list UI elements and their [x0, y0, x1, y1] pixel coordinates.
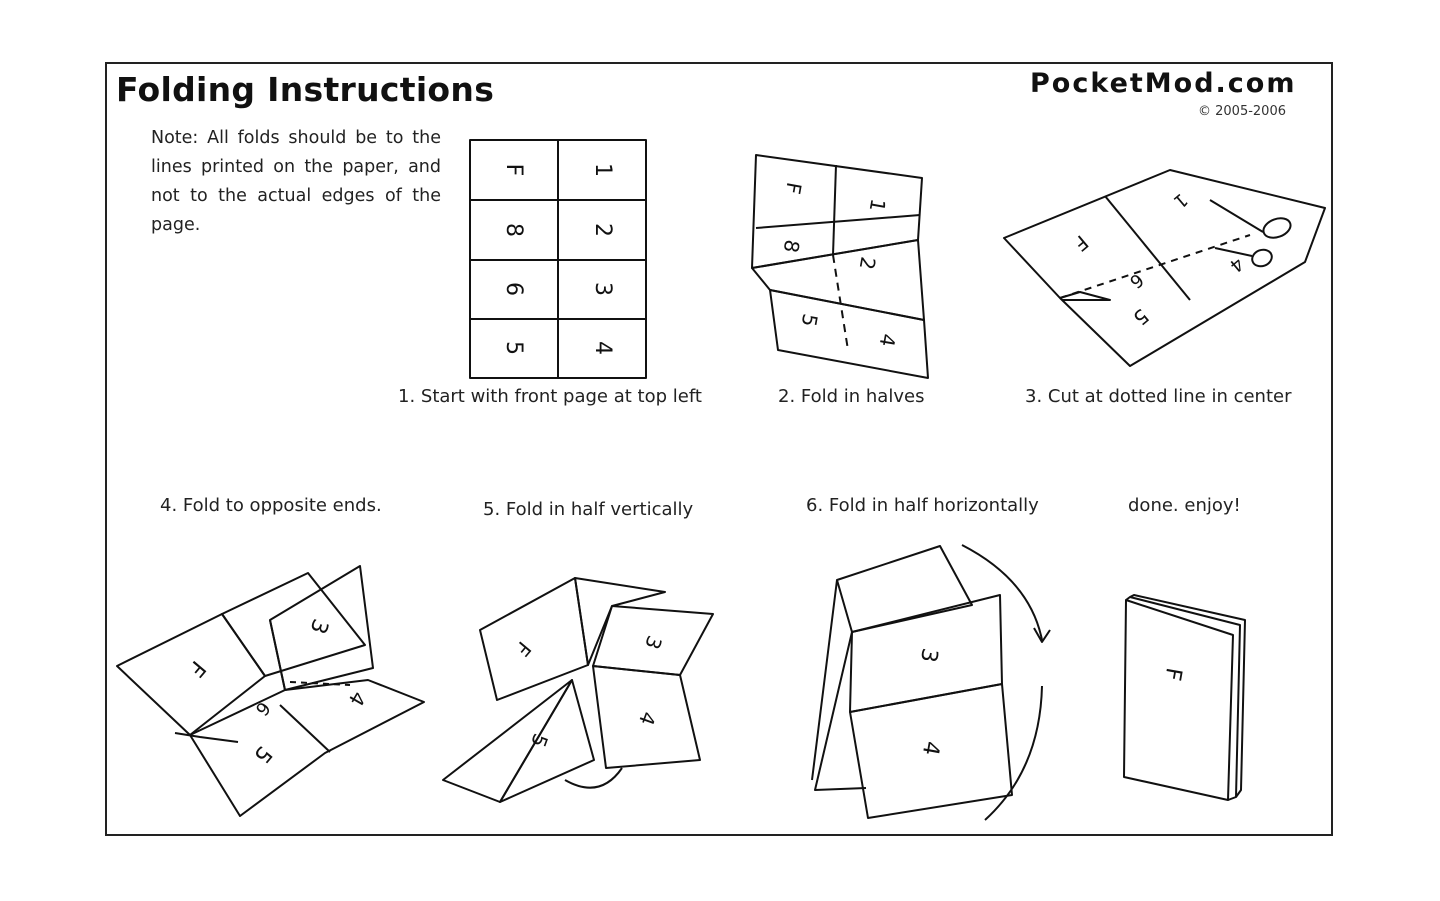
step-3-cut-page	[1004, 170, 1325, 366]
svg-text:F: F	[182, 655, 211, 682]
svg-text:3: 3	[914, 646, 943, 665]
step-4-folding-page	[117, 566, 424, 816]
booklet-cover-label: F	[1159, 665, 1186, 683]
step-2-caption: 2. Fold in halves	[778, 386, 925, 407]
step-1-page-grid	[470, 140, 646, 378]
grid-label-3: 3	[590, 282, 615, 296]
svg-text:6: 6	[1125, 268, 1148, 293]
step-5-folding-page	[443, 578, 713, 802]
step-7-caption: done. enjoy!	[1128, 495, 1241, 516]
svg-text:5: 5	[796, 311, 823, 329]
step-6-caption: 6. Fold in half horizontally	[806, 495, 1039, 516]
step-1-caption: 1. Start with front page at top left	[398, 386, 702, 407]
svg-text:4: 4	[916, 739, 945, 758]
step-5-caption: 5. Fold in half vertically	[483, 499, 694, 520]
grid-label-f: F	[501, 163, 526, 177]
svg-text:3: 3	[304, 615, 333, 638]
svg-text:4: 4	[343, 687, 371, 711]
svg-text:6: 6	[250, 697, 275, 720]
svg-text:5: 5	[525, 730, 553, 751]
note-text: Note: All folds should be to the lines printed on the paper, and not to the actual edges of the page.	[151, 128, 441, 235]
page-title: Folding Instructions	[116, 70, 495, 109]
svg-text:F: F	[510, 636, 537, 662]
step-3-caption: 3. Cut at dotted line in center	[1025, 386, 1292, 407]
svg-text:4: 4	[874, 331, 901, 349]
finished-booklet	[1124, 595, 1245, 800]
grid-label-4: 4	[590, 341, 615, 355]
step-4-caption: 4. Fold to opposite ends.	[160, 495, 382, 516]
svg-text:5: 5	[248, 740, 277, 768]
svg-text:4: 4	[1225, 252, 1248, 277]
step-6-folding-page	[812, 545, 1050, 820]
grid-label-6: 6	[501, 282, 526, 296]
svg-text:4: 4	[633, 708, 661, 729]
step-2-folded-page	[752, 155, 928, 378]
grid-label-1: 1	[590, 163, 615, 177]
grid-label-2: 2	[590, 223, 615, 237]
svg-text:3: 3	[639, 632, 667, 653]
scissors-icon	[1210, 200, 1293, 269]
grid-label-8: 8	[501, 223, 526, 237]
svg-text:F: F	[780, 180, 807, 197]
svg-text:1: 1	[864, 196, 891, 214]
svg-text:2: 2	[854, 254, 881, 272]
svg-text:8: 8	[778, 237, 805, 255]
svg-text:F: F	[1068, 230, 1094, 257]
svg-text:1: 1	[1169, 188, 1192, 213]
svg-text:5: 5	[1128, 303, 1154, 331]
grid-label-5: 5	[501, 341, 526, 355]
copyright-text: © 2005-2006	[1198, 104, 1286, 119]
brand-name: PocketMod.com	[1030, 68, 1297, 99]
